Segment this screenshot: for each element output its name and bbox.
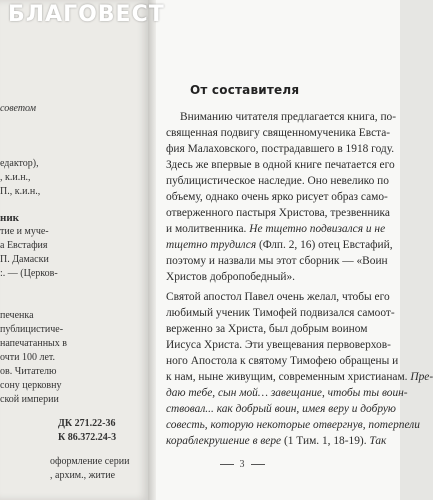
section-heading: От составителя: [190, 83, 300, 97]
body-line: [166, 206, 390, 220]
page-number: [212, 459, 272, 470]
body-line-italic-segment: даю тебе, сын мой… завещание, чтобы ты воин-: [166, 387, 408, 399]
body-line-segment: Иисуса Христа. Эти увещевания первоверхов-: [166, 339, 391, 351]
page-number-dash: [220, 464, 234, 465]
body-line-segment: отверженного пастыря Христова, трезвенника: [166, 207, 390, 219]
left-page-line: едактор),: [0, 158, 39, 169]
body-line: [166, 270, 295, 284]
left-page-line: ДК 271.22-36: [58, 418, 116, 429]
body-line: [166, 434, 386, 448]
body-line-segment: объему, однако очень ярко рисует образ само-: [166, 191, 388, 203]
body-line-italic-segment: Пре-: [410, 371, 433, 383]
body-line-segment: фия Малаховского, пострадавшего в 1918 году.: [166, 143, 395, 155]
body-line: [166, 222, 385, 236]
body-line-italic-segment: Не тщетно подвизался и не: [249, 223, 386, 235]
body-line: [166, 370, 433, 384]
body-line-segment: верженно за Христа, был добрым воином: [166, 323, 368, 335]
body-line: [166, 158, 395, 172]
body-line-segment: Святой апостол Павел очень желал, чтобы его: [166, 291, 390, 303]
body-line-segment: поэтому и назвали мы этот сборник — «Воин: [166, 255, 388, 267]
left-page-line: К 86.372.24-3: [58, 432, 117, 443]
body-line: [166, 306, 395, 320]
body-line: [166, 126, 390, 140]
body-line-segment: (Флп. 2, 16) отец Евстафий,: [256, 239, 393, 251]
left-page-line: , к.и.н.,: [0, 172, 31, 183]
body-line: [166, 402, 396, 416]
left-page-line: напечатанных в: [0, 338, 67, 349]
left-page-line: оформление серии: [50, 456, 130, 467]
left-page-line: , архим., житие: [50, 470, 116, 481]
left-page-line: тие и муче-: [0, 226, 49, 237]
left-page-line: ской империи: [0, 394, 59, 405]
page-number-dash: [251, 464, 265, 465]
body-line-segment: любимый ученик Тимофей подвизался самоот-: [166, 307, 395, 319]
watermark-logo: БЛАГОВЕСТ: [8, 2, 165, 27]
body-line: [166, 190, 388, 204]
body-line: [166, 142, 394, 156]
body-line-segment: (1 Тим. 1, 18-19).: [281, 435, 370, 447]
body-line-segment: ного Апостола к святому Тимофею обращены и: [166, 355, 399, 367]
left-page-line: сону церковну: [0, 380, 62, 391]
body-line: [166, 354, 398, 368]
body-line-italic-segment: Так: [369, 435, 387, 447]
left-page-line: :. — (Церков-: [0, 268, 58, 279]
body-line: [180, 110, 396, 124]
left-page-line: ник: [0, 212, 20, 224]
body-line-italic-segment: тщетно трудился: [166, 239, 257, 251]
body-line: [166, 322, 367, 336]
left-page-line: советом: [0, 103, 37, 114]
body-line: [166, 174, 389, 188]
left-page-line: печенка: [0, 310, 34, 321]
left-page: [0, 0, 150, 500]
left-page-line: публицистиче-: [0, 324, 64, 335]
body-line: [166, 254, 388, 268]
body-line-segment: публицистическое наследие. Оно невелико по: [166, 175, 389, 187]
body-line: [166, 238, 393, 252]
body-line: [166, 290, 390, 304]
body-line-italic-segment: ствовал... как добрый воин, имея веру и добрую: [166, 403, 396, 415]
left-page-line: П., к.и.н.,: [0, 186, 41, 197]
left-page-line: П. Дамаски: [0, 254, 49, 265]
body-line: [166, 418, 420, 432]
body-line-segment: Христов добропобедный».: [166, 271, 296, 283]
body-line-segment: и молитвенника.: [166, 223, 250, 235]
body-line-segment: Здесь же впервые в одной книге печатается его: [166, 159, 395, 171]
body-line-segment: Вниманию читателя предлагается книга, по-: [180, 111, 397, 123]
left-page-line: а Евстафия: [0, 240, 48, 251]
body-line-segment: священная подвигу священномученика Евста-: [166, 127, 391, 139]
left-page-line: ов. Читателю: [0, 366, 57, 377]
body-line: [166, 386, 408, 400]
body-line-segment: к нам, ныне живущим, современным христианам.: [166, 371, 411, 383]
body-line-italic-segment: кораблекрушение в вере: [166, 435, 282, 447]
body-line-italic-segment: совесть, которую некоторые отвергнув, потерпели: [166, 419, 420, 431]
page-number-value: 3: [239, 459, 245, 470]
body-line: [166, 338, 391, 352]
left-page-line: очти 100 лет.: [0, 352, 56, 363]
